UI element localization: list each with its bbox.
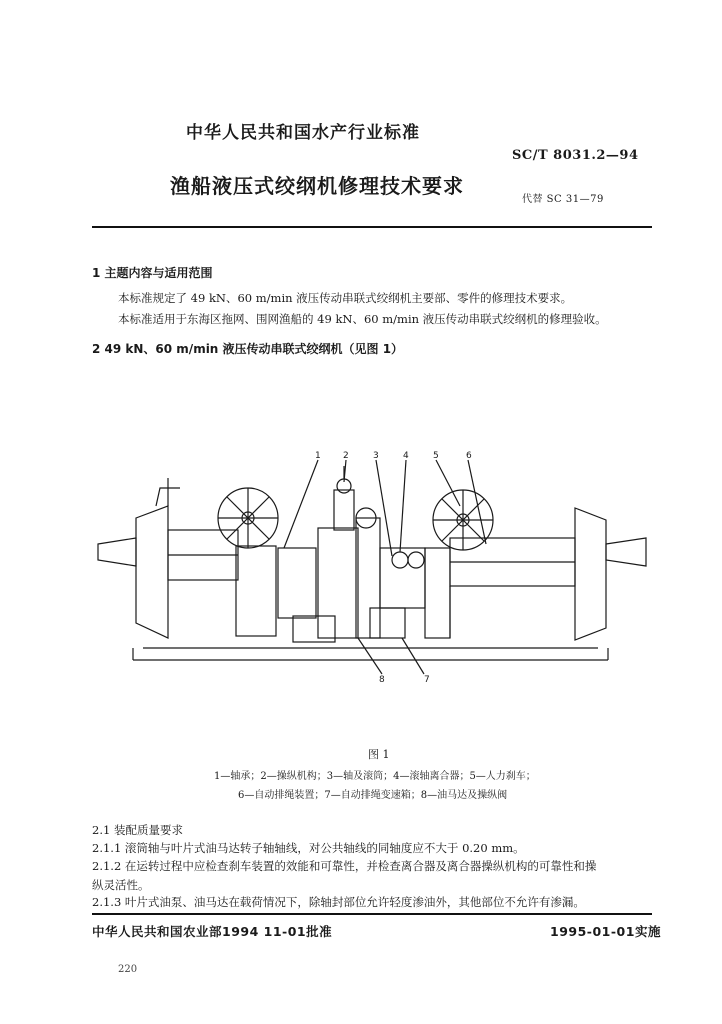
callout-3: 3 — [373, 451, 379, 461]
item-2-1-1: 2.1.1 滚筒轴与叶片式油马达转子轴轴线，对公共轴线的同轴度应不大于 0.20 mm。 — [92, 841, 525, 855]
figure-number: 图 1 — [368, 748, 390, 761]
right-drum-end — [606, 538, 646, 566]
item-2-1-3: 2.1.3 叶片式油泵、油马达在载荷情况下，除轴封部位允许轻度渗油外，其他部位不允许有渗漏。 — [92, 895, 585, 909]
replaces-note: 代替 SC 31—79 — [522, 194, 604, 205]
effective-date: 1995-01-01实施 — [550, 924, 661, 939]
figure-caption-line-1: 1—轴承；2—操纵机构；3—轴及滚筒；4—滚轴离合器；5—人力刹车； — [214, 771, 536, 782]
issuing-organization: 中华人民共和国水产行业标准 — [186, 123, 420, 143]
document-title: 渔船液压式绞纲机修理技术要求 — [170, 174, 464, 198]
winch-figure — [88, 448, 660, 688]
section-2-1-heading: 2.1 装配质量要求 — [92, 823, 183, 837]
item-2-1-2-line-1: 2.1.2 在运转过程中应检查刹车装置的效能和可靠性，并检查离合器及离合器操纵机构的可靠性和操 — [92, 859, 597, 873]
footer-rule — [92, 913, 652, 915]
header-rule — [92, 226, 652, 228]
callout-6: 6 — [466, 451, 472, 461]
item-2-1-2-line-2: 纵灵活性。 — [92, 878, 150, 892]
standard-code: SC/T 8031.2—94 — [512, 148, 639, 163]
callout-4: 4 — [403, 451, 409, 461]
section-2-heading: 2 49 kN、60 m/min 液压传动串联式绞纲机（见图 1） — [92, 342, 404, 356]
central-gearbox — [318, 528, 358, 638]
callout-5: 5 — [433, 451, 439, 461]
left-drum-end — [98, 538, 136, 566]
page-number: 220 — [118, 964, 138, 975]
approval-date: 中华人民共和国农业部1994 11-01批准 — [92, 924, 333, 939]
callout-8: 8 — [379, 675, 385, 685]
callout-2: 2 — [343, 451, 349, 461]
figure-caption-line-2: 6—自动排绳装置；7—自动排绳变速箱；8—油马达及操纵阀 — [238, 790, 508, 801]
section-1-heading: 1 主题内容与适用范围 — [92, 266, 213, 280]
section-1-paragraph-1: 本标准规定了 49 kN、60 m/min 液压传动串联式绞纲机主要部、零件的修理技术要求。 — [118, 291, 573, 305]
callout-1: 1 — [315, 451, 321, 461]
section-1-paragraph-2: 本标准适用于东海区拖网、围网渔船的 49 kN、60 m/min 液压传动串联式绞纲机的修理验收。 — [118, 312, 607, 326]
callout-7: 7 — [424, 675, 430, 685]
